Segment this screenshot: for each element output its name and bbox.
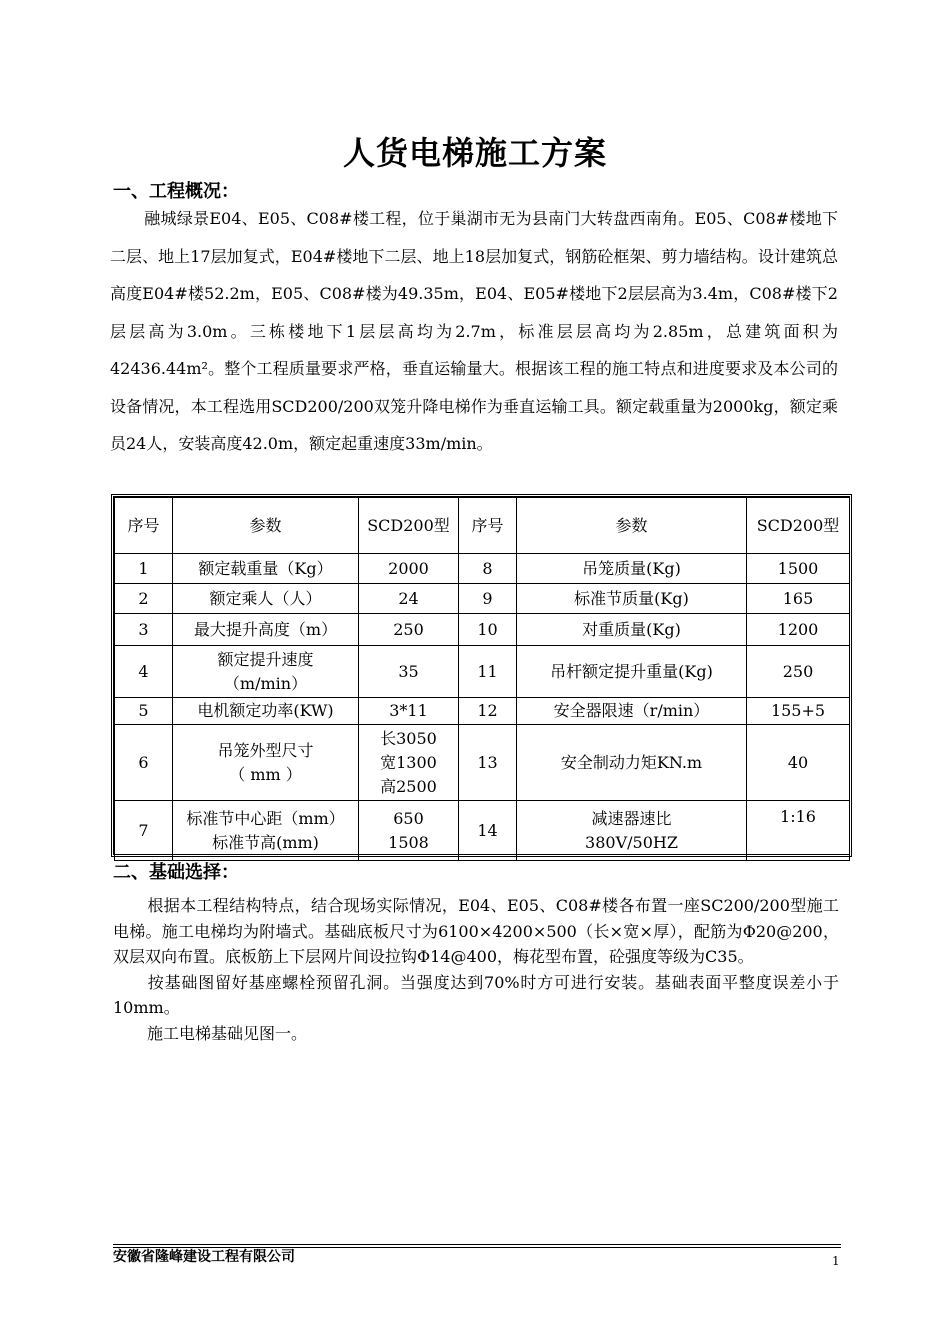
section-heading-foundation: 二、基础选择：	[113, 862, 239, 883]
table-cell: 5	[115, 698, 173, 725]
table-cell: 24	[359, 584, 459, 614]
table-cell: 1500	[747, 554, 850, 584]
table-cell: 650 1508	[359, 801, 459, 861]
table-row	[115, 614, 850, 646]
table-cell: 1200	[747, 614, 850, 646]
table-cell: 最大提升高度（m）	[173, 614, 359, 646]
table-cell: 长3050 宽1300 高2500	[359, 725, 459, 801]
table-header-cell: SCD200型	[747, 498, 850, 554]
table-cell: 额定提升速度（m/min）	[173, 646, 359, 698]
foundation-paragraphs	[113, 893, 839, 1046]
foundation-paragraph: 施工电梯基础见图一。	[147, 1023, 308, 1043]
table-cell: 额定乘人（人）	[173, 584, 359, 614]
foundation-paragraph: 按基础图留好基座螺栓预留孔洞。当强度达到70%时方可进行安装。基础表面平整度误差小于10mm。	[113, 972, 839, 1017]
table-cell: 对重质量(Kg)	[517, 614, 747, 646]
table-header-cell: 参数	[173, 498, 359, 554]
table-header-cell: 参数	[517, 498, 747, 554]
table-header-cell: SCD200型	[359, 498, 459, 554]
table-cell: 35	[359, 646, 459, 698]
table-cell: 10	[459, 614, 517, 646]
footer-divider	[113, 1244, 841, 1245]
table-cell: 安全制动力矩KN.m	[517, 725, 747, 801]
table-cell: 3*11	[359, 698, 459, 725]
table-header-cell: 序号	[459, 498, 517, 554]
table-cell: 11	[459, 646, 517, 698]
table-row	[115, 725, 850, 801]
table-cell: 7	[115, 801, 173, 861]
table-cell: 4	[115, 646, 173, 698]
table-cell: 165	[747, 584, 850, 614]
table-cell: 吊杆额定提升重量(Kg)	[517, 646, 747, 698]
table-cell: 减速器速比 380V/50HZ	[517, 801, 747, 861]
table-cell: 标准节质量(Kg)	[517, 584, 747, 614]
table-cell: 155+5	[747, 698, 850, 725]
table-row	[115, 584, 850, 614]
table-cell: 额定载重量（Kg）	[173, 554, 359, 584]
table-cell: 40	[747, 725, 850, 801]
table-cell: 电机额定功率(KW)	[173, 698, 359, 725]
table-cell: 250	[747, 646, 850, 698]
table-cell: 标准节中心距（mm） 标准节高(mm)	[173, 801, 359, 861]
table-row	[115, 801, 850, 861]
overview-paragraph	[110, 200, 838, 463]
page-number: 1	[832, 1254, 840, 1268]
table-cell: 9	[459, 584, 517, 614]
overview-text: 融城绿景E04、E05、C08#楼工程，位于巢湖市无为县南门大转盘西南角。E05、C08#楼地下二层、地上17层加复式，E04#楼地下二层、地上18层加复式，钢筋砼框架、剪力墙结构。设计建筑总高度E04#楼52.2m，E05、C08#楼为49.35m，E04、E05#楼地下2层层高为3.4m，C08#楼下2层层高为3.0m。三栋楼地下1层层高均为2.7m，标准层层高均为2.85m，总建筑面积为42436.44m²。整个工程质量要求严格，垂直运输量大。根据该工程的施工特点和进度要求及本公司的设备情况，本工程选用SCD200/200双笼升降电梯作为垂直运输工具。额定载重量为2000kg，额定乘员24人，安装高度42.0m，额定起重速度33m/min。	[110, 209, 838, 453]
table-cell: 8	[459, 554, 517, 584]
table-cell: 13	[459, 725, 517, 801]
document-title: 人货电梯施工方案	[342, 134, 607, 172]
table-cell: 2	[115, 584, 173, 614]
table-header-row	[115, 498, 850, 554]
table-header-cell: 序号	[115, 498, 173, 554]
table-cell: 1	[115, 554, 173, 584]
table-cell: 2000	[359, 554, 459, 584]
specs-table-frame	[111, 494, 852, 857]
table-cell: 1:16	[747, 801, 850, 861]
table-row	[115, 646, 850, 698]
specs-table	[114, 497, 850, 861]
table-cell: 吊笼外型尺寸 （ mm ）	[173, 725, 359, 801]
section-heading-overview: 一、工程概况：	[113, 181, 239, 202]
foundation-paragraph: 根据本工程结构特点，结合现场实际情况，E04、E05、C08#楼各布置一座SC200/200型施工电梯。施工电梯均为附墙式。基础底板尺寸为6100×4200×500（长×宽×厚），配筋为Φ20@200，双层双向布置。底板筋上下层网片间设拉钩Φ14@400，梅花型布置，砼强度等级为C35。	[113, 896, 839, 966]
table-row	[115, 554, 850, 584]
table-cell: 3	[115, 614, 173, 646]
table-cell: 250	[359, 614, 459, 646]
table-cell: 14	[459, 801, 517, 861]
table-cell: 12	[459, 698, 517, 725]
footer-company: 安徽省隆峰建设工程有限公司	[113, 1249, 295, 1265]
table-cell: 6	[115, 725, 173, 801]
table-cell: 吊笼质量(Kg)	[517, 554, 747, 584]
table-row	[115, 698, 850, 725]
table-cell: 安全器限速（r/min）	[517, 698, 747, 725]
